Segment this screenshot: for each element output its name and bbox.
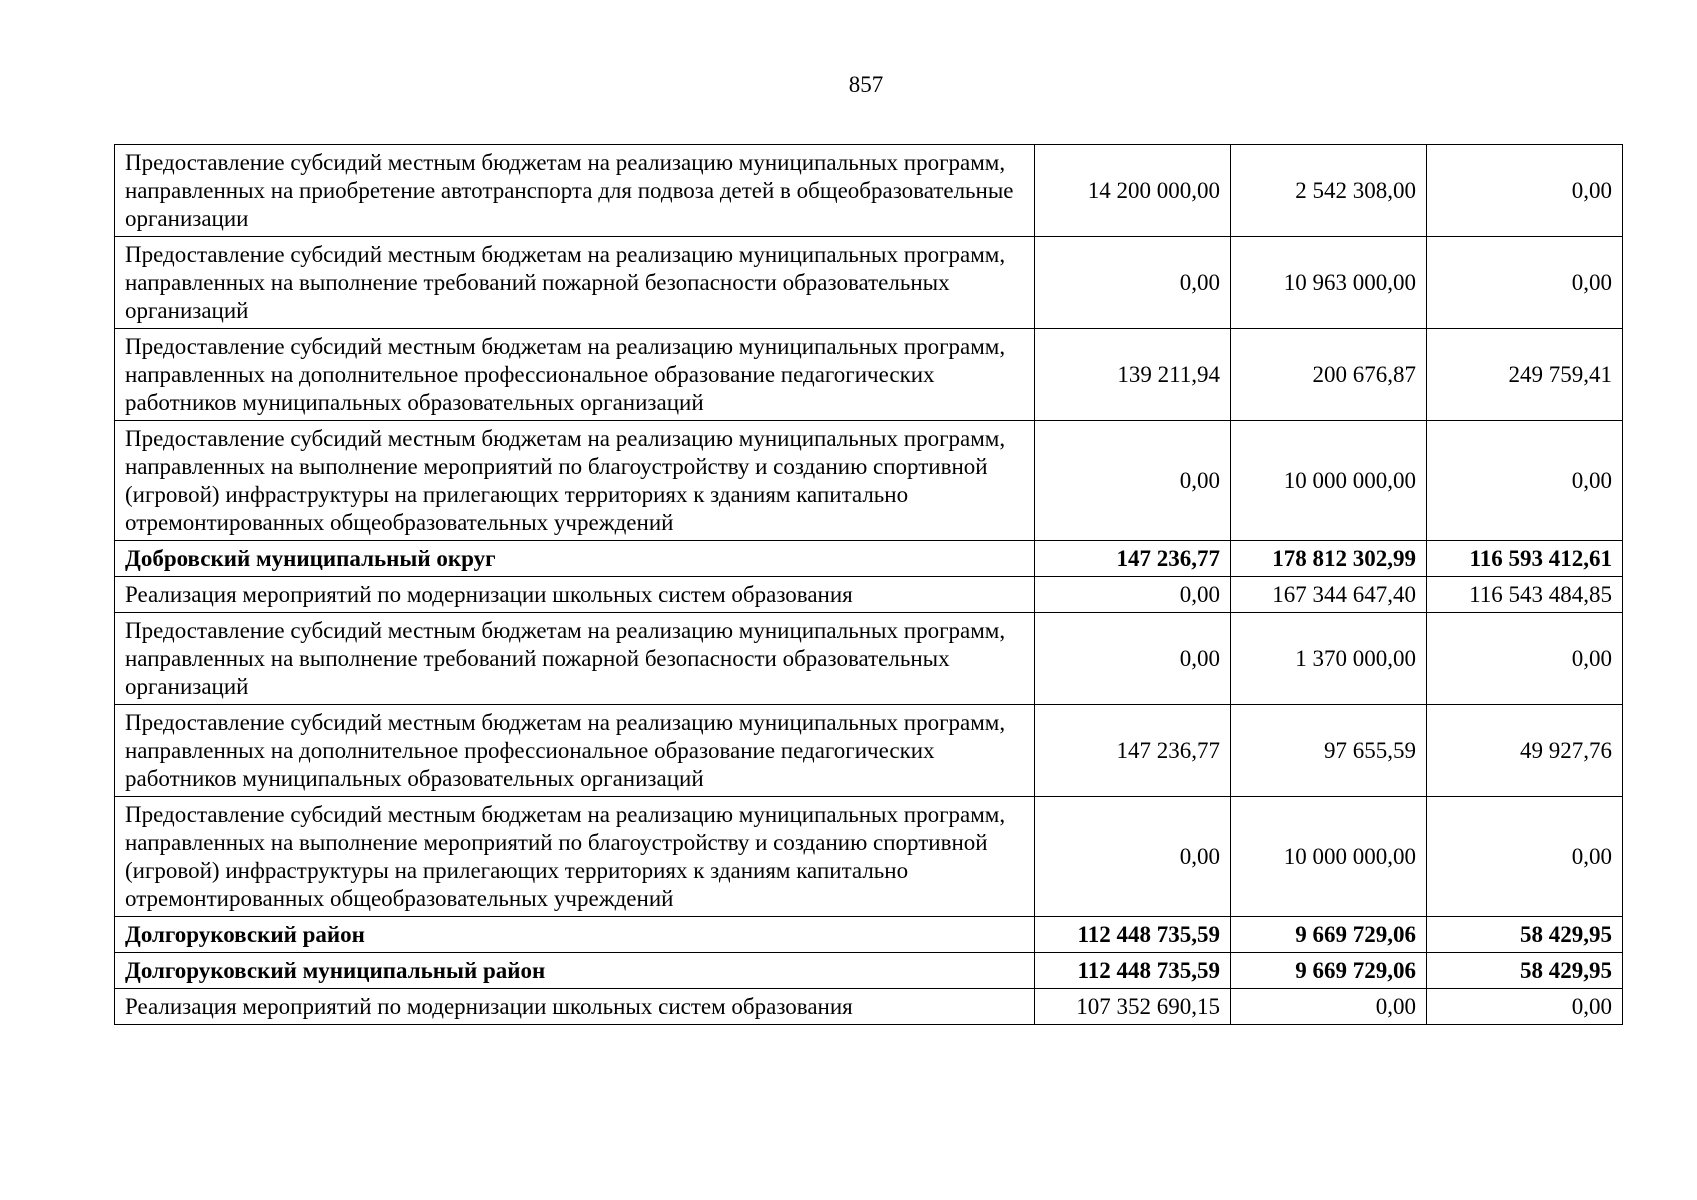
row-value-1: 0,00 xyxy=(1035,237,1231,329)
table-row xyxy=(115,577,1623,613)
table-row xyxy=(115,613,1623,705)
row-value-3: 0,00 xyxy=(1427,989,1623,1025)
row-value-2: 178 812 302,99 xyxy=(1231,541,1427,577)
row-value-3: 116 543 484,85 xyxy=(1427,577,1623,613)
table-row-subtotal xyxy=(115,917,1623,953)
row-name: Предоставление субсидий местным бюджетам на реализацию муниципальных программ, направленных на дополнительное профессиональное образование педагогических работников муниципальных образовательных организаций xyxy=(115,705,1035,797)
row-value-2: 97 655,59 xyxy=(1231,705,1427,797)
row-name: Предоставление субсидий местным бюджетам на реализацию муниципальных программ, направленных на приобретение автотранспорта для подвоза детей в общеобразовательные организации xyxy=(115,145,1035,237)
table-row xyxy=(115,329,1623,421)
row-value-1: 147 236,77 xyxy=(1035,705,1231,797)
row-value-2: 167 344 647,40 xyxy=(1231,577,1427,613)
row-name: Долгоруковский район xyxy=(115,917,1035,953)
row-value-3: 116 593 412,61 xyxy=(1427,541,1623,577)
budget-table xyxy=(114,144,1623,1025)
row-value-2: 9 669 729,06 xyxy=(1231,917,1427,953)
row-name: Предоставление субсидий местным бюджетам на реализацию муниципальных программ, направленных на выполнение мероприятий по благоустройству и созданию спортивной (игровой) инфраструктуры на прилегающих территориях к зданиям капитально отремонтированных общеобразовательных учреждений xyxy=(115,797,1035,917)
row-value-1: 112 448 735,59 xyxy=(1035,917,1231,953)
page-number: 857 xyxy=(848,72,884,97)
row-value-1: 0,00 xyxy=(1035,577,1231,613)
row-value-1: 0,00 xyxy=(1035,421,1231,541)
row-name: Предоставление субсидий местным бюджетам на реализацию муниципальных программ, направленных на дополнительное профессиональное образование педагогических работников муниципальных образовательных организаций xyxy=(115,329,1035,421)
table-row xyxy=(115,237,1623,329)
table-row xyxy=(115,705,1623,797)
row-value-2: 9 669 729,06 xyxy=(1231,953,1427,989)
row-name: Долгоруковский муниципальный район xyxy=(115,953,1035,989)
row-name: Предоставление субсидий местным бюджетам на реализацию муниципальных программ, направленных на выполнение мероприятий по благоустройству и созданию спортивной (игровой) инфраструктуры на прилегающих территориях к зданиям капитально отремонтированных общеобразовательных учреждений xyxy=(115,421,1035,541)
row-value-2: 1 370 000,00 xyxy=(1231,613,1427,705)
row-name: Предоставление субсидий местным бюджетам на реализацию муниципальных программ, направленных на выполнение требований пожарной безопасности образовательных организаций xyxy=(115,613,1035,705)
row-value-2: 10 963 000,00 xyxy=(1231,237,1427,329)
row-value-1: 14 200 000,00 xyxy=(1035,145,1231,237)
row-value-1: 0,00 xyxy=(1035,797,1231,917)
row-value-2: 2 542 308,00 xyxy=(1231,145,1427,237)
row-value-3: 58 429,95 xyxy=(1427,953,1623,989)
row-value-2: 200 676,87 xyxy=(1231,329,1427,421)
row-value-3: 0,00 xyxy=(1427,145,1623,237)
row-value-3: 0,00 xyxy=(1427,421,1623,541)
row-name: Реализация мероприятий по модернизации школьных систем образования xyxy=(115,577,1035,613)
row-name: Предоставление субсидий местным бюджетам на реализацию муниципальных программ, направленных на выполнение требований пожарной безопасности образовательных организаций xyxy=(115,237,1035,329)
row-value-3: 249 759,41 xyxy=(1427,329,1623,421)
row-value-1: 112 448 735,59 xyxy=(1035,953,1231,989)
row-name: Добровский муниципальный округ xyxy=(115,541,1035,577)
row-value-3: 49 927,76 xyxy=(1427,705,1623,797)
table-row-subtotal xyxy=(115,953,1623,989)
table-row xyxy=(115,145,1623,237)
row-name: Реализация мероприятий по модернизации школьных систем образования xyxy=(115,989,1035,1025)
table-row xyxy=(115,421,1623,541)
row-value-3: 58 429,95 xyxy=(1427,917,1623,953)
table-row xyxy=(115,797,1623,917)
row-value-2: 0,00 xyxy=(1231,989,1427,1025)
row-value-1: 0,00 xyxy=(1035,613,1231,705)
row-value-3: 0,00 xyxy=(1427,613,1623,705)
table-row xyxy=(115,989,1623,1025)
row-value-2: 10 000 000,00 xyxy=(1231,797,1427,917)
row-value-2: 10 000 000,00 xyxy=(1231,421,1427,541)
row-value-1: 107 352 690,15 xyxy=(1035,989,1231,1025)
row-value-3: 0,00 xyxy=(1427,237,1623,329)
row-value-3: 0,00 xyxy=(1427,797,1623,917)
table-row-subtotal xyxy=(115,541,1623,577)
budget-table-body xyxy=(115,145,1623,1025)
row-value-1: 147 236,77 xyxy=(1035,541,1231,577)
row-value-1: 139 211,94 xyxy=(1035,329,1231,421)
